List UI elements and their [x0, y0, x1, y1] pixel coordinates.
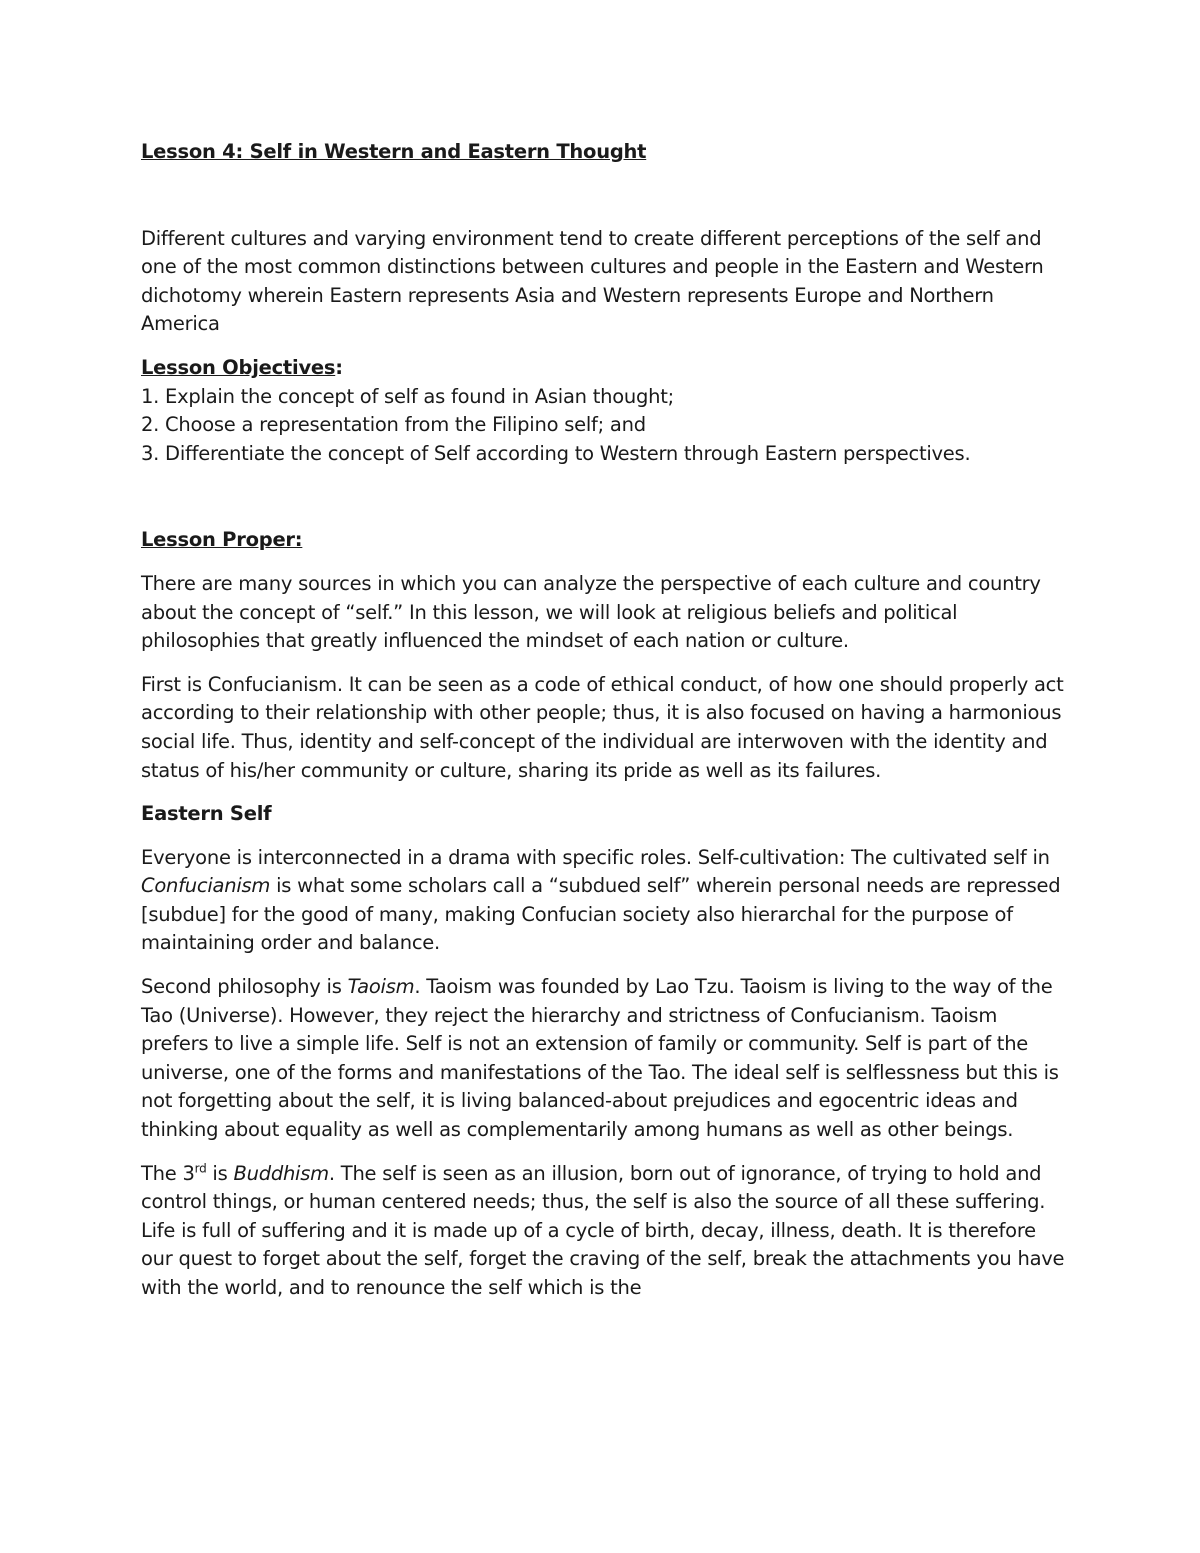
text-span: is what some scholars call a “subdued self” wherein personal needs are repressed [subdue] for the good of many, making Confucian society also hierarchal for the purpose of maintaining order and balance.: [141, 874, 1061, 955]
objective-item: 1. Explain the concept of self as found in Asian thought;: [141, 384, 674, 408]
text-span: . Taoism was founded by Lao Tzu. Taoism is living to the way of the Tao (Universe). However, they reject the hierarchy and strictness of Confucianism. Taoism prefers to live a simple life. Self is not an extension of family or community. Self is part of the universe, one of the forms and manifestations of the Tao. The ideal self is selflessness but this is not forgetting about the self, it is living balanced-about prejudices and egocentric ideas and thinking about equality as well as complementarily among humans as well as other beings.: [141, 975, 1059, 1142]
italic-term: Confucianism: [141, 874, 271, 898]
text-span: is: [206, 1161, 234, 1185]
objectives-heading: [141, 354, 1066, 383]
objectives-list: [141, 383, 1066, 469]
objectives-heading-text: Lesson Objectives: [141, 355, 336, 379]
lesson-proper-heading: Lesson Proper:: [141, 528, 303, 552]
objectives-heading-colon: :: [335, 355, 343, 379]
document-page: [141, 138, 1066, 1318]
eastern-self-paragraph-1: [141, 844, 1066, 958]
text-span: . The self is seen as an illusion, born out of ignorance, of trying to hold and control things, or human centered needs; thus, the self is also the source of all these suffering. Life is full of suffering and it is made up of a cycle of birth, decay, illness, death. It is therefore our quest to forget about the self, forget the craving of the self, break the attachments you have with the world, and to renounce the self which is the: [141, 1161, 1065, 1299]
lesson-proper-paragraph-1: There are many sources in which you can analyze the perspective of each culture and country about the concept of “self.” In this lesson, we will look at religious beliefs and political philosophies that greatly influenced the mindset of each nation or culture.: [141, 571, 1041, 653]
text-span: The 3: [141, 1161, 195, 1185]
superscript: rd: [194, 1161, 207, 1176]
intro-paragraph: Different cultures and varying environment tend to create different perceptions of the self and one of the most common distinctions between cultures and people in the Eastern and Western dichotomy wherein Eastern represents Asia and Western represents Europe and Northern America: [141, 226, 1044, 336]
lesson-proper-paragraph-2: First is Confucianism. It can be seen as a code of ethical conduct, of how one should properly act according to their relationship with other people; thus, it is also focused on having a harmonious social life. Thus, identity and self-concept of the individual are interwoven with the identity and status of his/her community or culture, sharing its pride as well as its failures.: [141, 672, 1064, 782]
buddhism-paragraph: [141, 1160, 1066, 1303]
text-span: Second philosophy is: [141, 975, 348, 999]
italic-term: Taoism: [347, 975, 415, 999]
objective-item: 3. Differentiate the concept of Self according to Western through Eastern perspectives.: [141, 441, 971, 465]
eastern-self-heading: Eastern Self: [141, 802, 272, 826]
taoism-paragraph: [141, 973, 1066, 1145]
italic-term: Buddhism: [233, 1161, 329, 1185]
page-title: Lesson 4: Self in Western and Eastern Thought: [141, 140, 647, 163]
objective-item: 2. Choose a representation from the Filipino self; and: [141, 413, 646, 437]
text-span: Everyone is interconnected in a drama with specific roles. Self-cultivation: The cultivated self in: [141, 845, 1050, 869]
